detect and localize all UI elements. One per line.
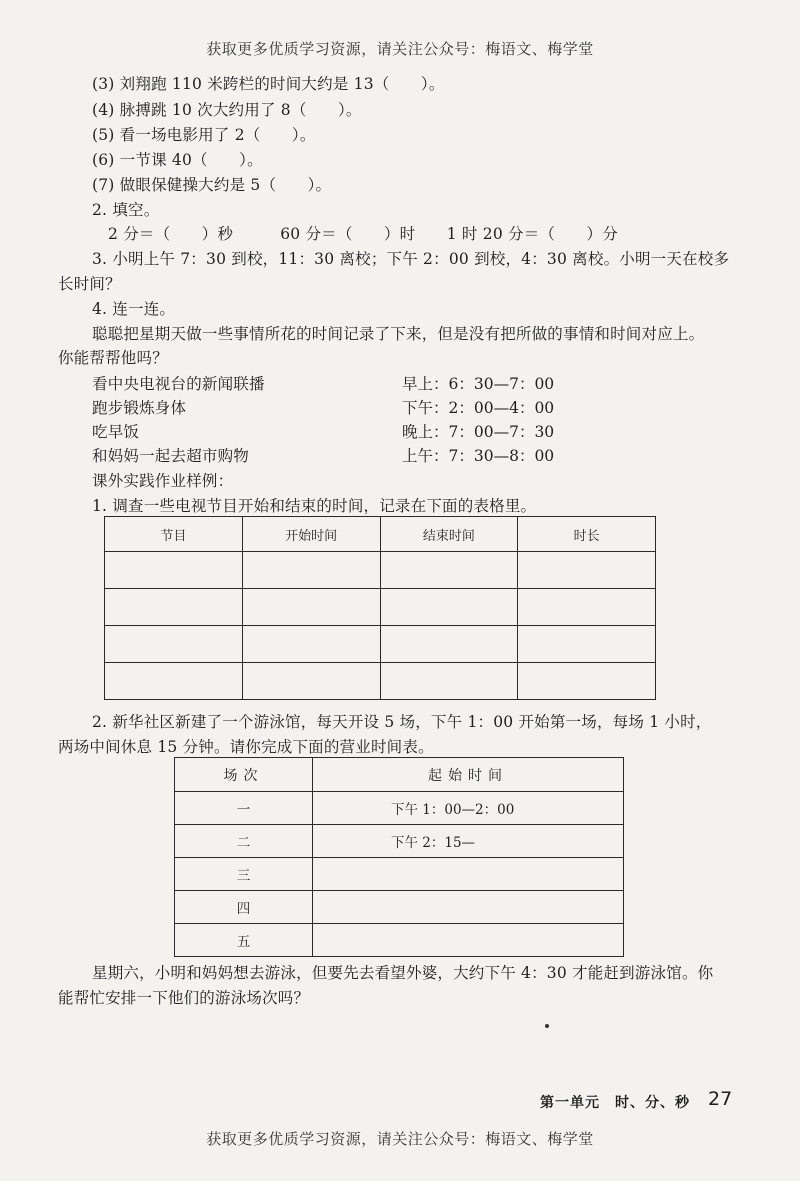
header-end-time: 结束时间 [380, 517, 518, 552]
table-row [175, 825, 624, 858]
task-2-line-1: 2. 新华社区新建了一个游泳馆，每天开设 5 场，下午 1：00 开始第一场，每场 1 小时， [92, 713, 712, 731]
table-cell[interactable] [518, 589, 656, 626]
question-7: (7) 做眼保健操大约是 5（ ）。 [92, 176, 332, 194]
time-forenoon: 上午：7：30—8：00 [402, 447, 555, 465]
session-cell: 三 [175, 858, 313, 891]
header-start-time: 起始时间 [313, 758, 624, 792]
table-row [175, 792, 624, 825]
table-cell[interactable] [380, 626, 518, 663]
table-cell[interactable] [518, 663, 656, 700]
table-row [175, 924, 624, 957]
table-cell[interactable] [380, 589, 518, 626]
table-cell[interactable] [518, 552, 656, 589]
section-4-title: 4. 连一连。 [92, 300, 176, 318]
header-note: 获取更多优质学习资源，请关注公众号：梅语文、梅学堂 [206, 40, 594, 58]
table-row [105, 663, 656, 700]
header-duration: 时长 [518, 517, 656, 552]
question-5: (5) 看一场电影用了 2（ ）。 [92, 126, 316, 144]
session-cell: 一 [175, 792, 313, 825]
session-cell: 四 [175, 891, 313, 924]
final-question-2: 能帮忙安排一下他们的游泳场次吗？ [58, 989, 310, 1007]
pool-schedule-table [174, 757, 624, 957]
header-session: 场次 [175, 758, 313, 792]
table-row [105, 626, 656, 663]
page-number: 27 [708, 1088, 733, 1110]
ink-dot [545, 1024, 549, 1028]
time-afternoon: 下午：2：00—4：00 [402, 399, 555, 417]
time-cell[interactable] [313, 858, 624, 891]
time-cell[interactable]: 下午 2：15— [313, 825, 624, 858]
table-row [175, 891, 624, 924]
table-header-row [105, 517, 656, 552]
time-morning: 早上：6：30—7：00 [402, 375, 555, 393]
activity-news: 看中央电视台的新闻联播 [92, 375, 265, 393]
table-header-row [175, 758, 624, 792]
table-cell[interactable] [518, 626, 656, 663]
table-cell[interactable] [380, 552, 518, 589]
time-evening: 晚上：7：00—7：30 [402, 423, 555, 441]
tv-program-table [104, 516, 656, 700]
time-cell[interactable]: 下午 1：00—2：00 [313, 792, 624, 825]
footer-unit: 第一单元 时、分、秒 [540, 1095, 690, 1111]
table-row [105, 552, 656, 589]
activity-running: 跑步锻炼身体 [92, 399, 187, 417]
footer-note: 获取更多优质学习资源，请关注公众号：梅语文、梅学堂 [206, 1130, 594, 1148]
question-3: (3) 刘翔跑 110 米跨栏的时间大约是 13（ ）。 [92, 75, 445, 93]
table-cell[interactable] [242, 589, 380, 626]
table-cell[interactable] [380, 663, 518, 700]
time-cell[interactable] [313, 924, 624, 957]
table-cell[interactable] [242, 626, 380, 663]
section-3-line-2: 长时间？ [58, 275, 121, 293]
task-2-line-2: 两场中间休息 15 分钟。请你完成下面的营业时间表。 [58, 738, 434, 756]
fill-in-items: 2 分＝（ ）秒 60 分＝（ ）时 1 时 20 分＝（ ）分 [108, 225, 618, 243]
final-question-1: 星期六，小明和妈妈想去游泳，但要先去看望外婆，大约下午 4：30 才能赶到游泳馆。你 [92, 964, 714, 982]
session-cell: 二 [175, 825, 313, 858]
section-fill-in: 2. 填空。 [92, 201, 160, 219]
question-6: (6) 一节课 40（ ）。 [92, 151, 263, 169]
question-4: (4) 脉搏跳 10 次大约用了 8（ ）。 [92, 101, 362, 119]
table-cell[interactable] [105, 626, 243, 663]
header-start-time: 开始时间 [242, 517, 380, 552]
table-cell[interactable] [242, 552, 380, 589]
practice-title: 课外实践作业样例： [92, 472, 234, 490]
table-row [175, 858, 624, 891]
table-row [105, 589, 656, 626]
activity-shopping: 和妈妈一起去超市购物 [92, 447, 250, 465]
section-4-intro-2: 你能帮帮他吗？ [58, 349, 168, 367]
activity-breakfast: 吃早饭 [92, 423, 140, 441]
session-cell: 五 [175, 924, 313, 957]
table-cell[interactable] [242, 663, 380, 700]
time-cell[interactable] [313, 891, 624, 924]
header-program: 节目 [105, 517, 243, 552]
table-cell[interactable] [105, 552, 243, 589]
section-4-intro-1: 聪聪把星期天做一些事情所花的时间记录了下来，但是没有把所做的事情和时间对应上。 [92, 325, 705, 343]
table-cell[interactable] [105, 663, 243, 700]
section-3-line-1: 3. 小明上午 7：30 到校，11：30 离校；下午 2：00 到校，4：30 离校。小明一天在校多 [92, 250, 730, 268]
task-1: 1. 调查一些电视节目开始和结束的时间，记录在下面的表格里。 [92, 497, 537, 515]
table-cell[interactable] [105, 589, 243, 626]
